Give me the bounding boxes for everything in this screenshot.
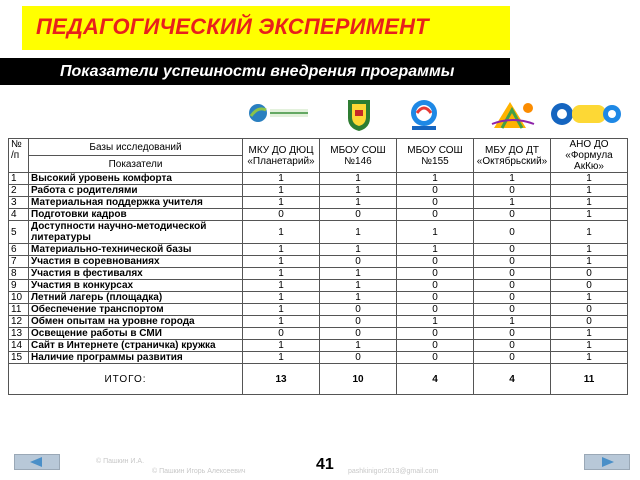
indicator-name: Участия в конкурсах xyxy=(29,280,243,292)
indicator-name: Участия в соревнованиях xyxy=(29,256,243,268)
page-subtitle: Показатели успешности внедрения программы xyxy=(60,63,455,80)
indicator-value: 0 xyxy=(397,280,474,292)
indicator-value: 1 xyxy=(551,340,628,352)
indicator-value: 1 xyxy=(320,340,397,352)
indicator-name: Летний лагерь (площадка) xyxy=(29,292,243,304)
total-value: 4 xyxy=(397,364,474,395)
total-value: 11 xyxy=(551,364,628,395)
table-row xyxy=(9,256,628,268)
indicator-value: 1 xyxy=(320,292,397,304)
indicator-value: 1 xyxy=(397,244,474,256)
row-number: 8 xyxy=(9,268,29,280)
watermark-author: © Пашкин Игорь Алексеевич xyxy=(152,468,246,475)
indicator-value: 0 xyxy=(474,185,551,197)
indicator-value: 0 xyxy=(243,328,320,340)
indicator-value: 0 xyxy=(397,352,474,364)
header-bases: Базы исследований xyxy=(29,139,243,156)
indicator-value: 0 xyxy=(474,340,551,352)
indicator-value: 0 xyxy=(320,328,397,340)
header-number: № /п xyxy=(9,139,29,173)
total-label: ИТОГО: xyxy=(9,364,243,395)
indicator-value: 1 xyxy=(243,197,320,209)
row-number: 13 xyxy=(9,328,29,340)
indicator-value: 1 xyxy=(320,185,397,197)
indicator-value: 1 xyxy=(551,256,628,268)
row-number: 7 xyxy=(9,256,29,268)
total-value: 10 xyxy=(320,364,397,395)
indicator-name: Материальная поддержка учителя xyxy=(29,197,243,209)
indicator-value: 0 xyxy=(320,209,397,221)
indicator-value: 0 xyxy=(320,256,397,268)
indicator-value: 1 xyxy=(551,328,628,340)
table-row xyxy=(9,185,628,197)
indicator-value: 1 xyxy=(320,197,397,209)
row-number: 2 xyxy=(9,185,29,197)
row-number: 14 xyxy=(9,340,29,352)
totals-row xyxy=(9,364,628,395)
table-row xyxy=(9,328,628,340)
indicator-value: 0 xyxy=(474,244,551,256)
table-row xyxy=(9,352,628,364)
indicator-value: 0 xyxy=(320,352,397,364)
indicator-value: 1 xyxy=(243,244,320,256)
indicator-value: 0 xyxy=(397,268,474,280)
indicator-value: 0 xyxy=(320,316,397,328)
row-number: 10 xyxy=(9,292,29,304)
indicator-value: 1 xyxy=(551,244,628,256)
indicator-value: 0 xyxy=(474,221,551,244)
indicator-value: 0 xyxy=(551,268,628,280)
row-number: 4 xyxy=(9,209,29,221)
indicator-name: Подготовки кадров xyxy=(29,209,243,221)
row-number: 15 xyxy=(9,352,29,364)
indicator-name: Работа с родителями xyxy=(29,185,243,197)
indicator-name: Обеспечение транспортом xyxy=(29,304,243,316)
indicator-value: 1 xyxy=(320,280,397,292)
indicator-value: 0 xyxy=(397,209,474,221)
table-row xyxy=(9,209,628,221)
row-number: 3 xyxy=(9,197,29,209)
indicator-name: Сайт в Интернете (страничка) кружка xyxy=(29,340,243,352)
next-slide-button[interactable] xyxy=(584,454,630,470)
indicator-value: 1 xyxy=(397,316,474,328)
indicator-name: Обмен опытам на уровне города xyxy=(29,316,243,328)
indicator-value: 1 xyxy=(474,197,551,209)
indicator-value: 1 xyxy=(551,185,628,197)
indicator-value: 1 xyxy=(320,244,397,256)
indicator-value: 0 xyxy=(397,304,474,316)
indicator-name: Участия в фестивалях xyxy=(29,268,243,280)
formula-akkyu-logo xyxy=(550,100,622,128)
results-table xyxy=(8,138,628,395)
total-value: 4 xyxy=(474,364,551,395)
indicator-value: 0 xyxy=(551,304,628,316)
table-row xyxy=(9,280,628,292)
watermark-left: © Пашкин И.А. xyxy=(96,458,145,465)
indicator-value: 1 xyxy=(551,209,628,221)
row-number: 11 xyxy=(9,304,29,316)
indicator-value: 1 xyxy=(397,221,474,244)
indicator-name: Освещение работы в СМИ xyxy=(29,328,243,340)
header-indicators: Показатели xyxy=(29,156,243,173)
indicator-value: 0 xyxy=(397,197,474,209)
indicator-name: Наличие программы развития xyxy=(29,352,243,364)
table-row xyxy=(9,268,628,280)
indicator-value: 0 xyxy=(474,256,551,268)
indicator-value: 1 xyxy=(474,173,551,185)
page-number: 41 xyxy=(316,456,334,473)
indicator-value: 0 xyxy=(551,280,628,292)
indicator-value: 1 xyxy=(243,280,320,292)
indicator-value: 1 xyxy=(320,173,397,185)
row-number: 9 xyxy=(9,280,29,292)
header-institution: МБОУ СОШ №146 xyxy=(320,139,397,173)
indicator-value: 1 xyxy=(320,268,397,280)
indicator-value: 0 xyxy=(397,256,474,268)
indicator-value: 1 xyxy=(243,340,320,352)
arrow-left-icon xyxy=(30,457,42,467)
indicator-value: 1 xyxy=(474,316,551,328)
indicator-value: 0 xyxy=(397,340,474,352)
indicator-value: 0 xyxy=(243,209,320,221)
indicator-value: 1 xyxy=(551,352,628,364)
indicator-value: 1 xyxy=(243,221,320,244)
table-row xyxy=(9,244,628,256)
indicator-value: 1 xyxy=(243,173,320,185)
table-header-row xyxy=(9,139,628,156)
indicator-value: 1 xyxy=(243,256,320,268)
indicator-value: 1 xyxy=(243,185,320,197)
indicator-value: 0 xyxy=(397,292,474,304)
indicator-value: 1 xyxy=(243,292,320,304)
school-155-logo xyxy=(404,98,444,132)
indicator-value: 1 xyxy=(551,173,628,185)
indicator-value: 1 xyxy=(551,221,628,244)
header-institution: АНО ДО «Формула АкКю» xyxy=(551,139,628,173)
indicator-value: 1 xyxy=(243,352,320,364)
row-number: 1 xyxy=(9,173,29,185)
header-institution: МКУ ДО ДЮЦ «Планетарий» xyxy=(243,139,320,173)
indicator-value: 1 xyxy=(243,316,320,328)
table-row xyxy=(9,221,628,244)
indicator-value: 1 xyxy=(243,268,320,280)
table-row xyxy=(9,292,628,304)
header-institution: МБОУ СОШ №155 xyxy=(397,139,474,173)
indicator-value: 1 xyxy=(397,173,474,185)
total-value: 13 xyxy=(243,364,320,395)
indicator-value: 0 xyxy=(397,328,474,340)
indicator-name: Материально-технической базы xyxy=(29,244,243,256)
indicator-value: 0 xyxy=(551,316,628,328)
arrow-right-icon xyxy=(602,457,614,467)
indicator-value: 1 xyxy=(320,221,397,244)
planetarium-logo xyxy=(248,100,310,126)
table-row xyxy=(9,340,628,352)
indicator-value: 1 xyxy=(551,292,628,304)
indicator-value: 0 xyxy=(474,280,551,292)
indicator-value: 0 xyxy=(320,304,397,316)
previous-slide-button[interactable] xyxy=(14,454,60,470)
row-number: 6 xyxy=(9,244,29,256)
indicator-value: 0 xyxy=(397,185,474,197)
oktyabrsky-logo xyxy=(490,98,536,132)
row-number: 5 xyxy=(9,221,29,244)
table-row xyxy=(9,197,628,209)
row-number: 12 xyxy=(9,316,29,328)
indicator-value: 0 xyxy=(474,328,551,340)
indicator-value: 0 xyxy=(474,268,551,280)
page-title: ПЕДАГОГИЧЕСКИЙ ЭКСПЕРИМЕНТ xyxy=(36,14,429,39)
indicator-value: 0 xyxy=(474,292,551,304)
table-row xyxy=(9,173,628,185)
school-146-crest-logo xyxy=(346,98,372,132)
indicator-name: Доступности научно-методической литературы xyxy=(29,221,243,244)
watermark-email: pashkinigor2013@gmail.com xyxy=(348,468,439,475)
table-row xyxy=(9,316,628,328)
indicator-value: 0 xyxy=(474,304,551,316)
indicator-value: 0 xyxy=(474,209,551,221)
header-institution: МБУ ДО ДТ «Октябрьский» xyxy=(474,139,551,173)
table-row xyxy=(9,304,628,316)
indicator-value: 1 xyxy=(243,304,320,316)
indicator-value: 0 xyxy=(474,352,551,364)
indicator-name: Высокий уровень комфорта xyxy=(29,173,243,185)
indicator-value: 1 xyxy=(551,197,628,209)
